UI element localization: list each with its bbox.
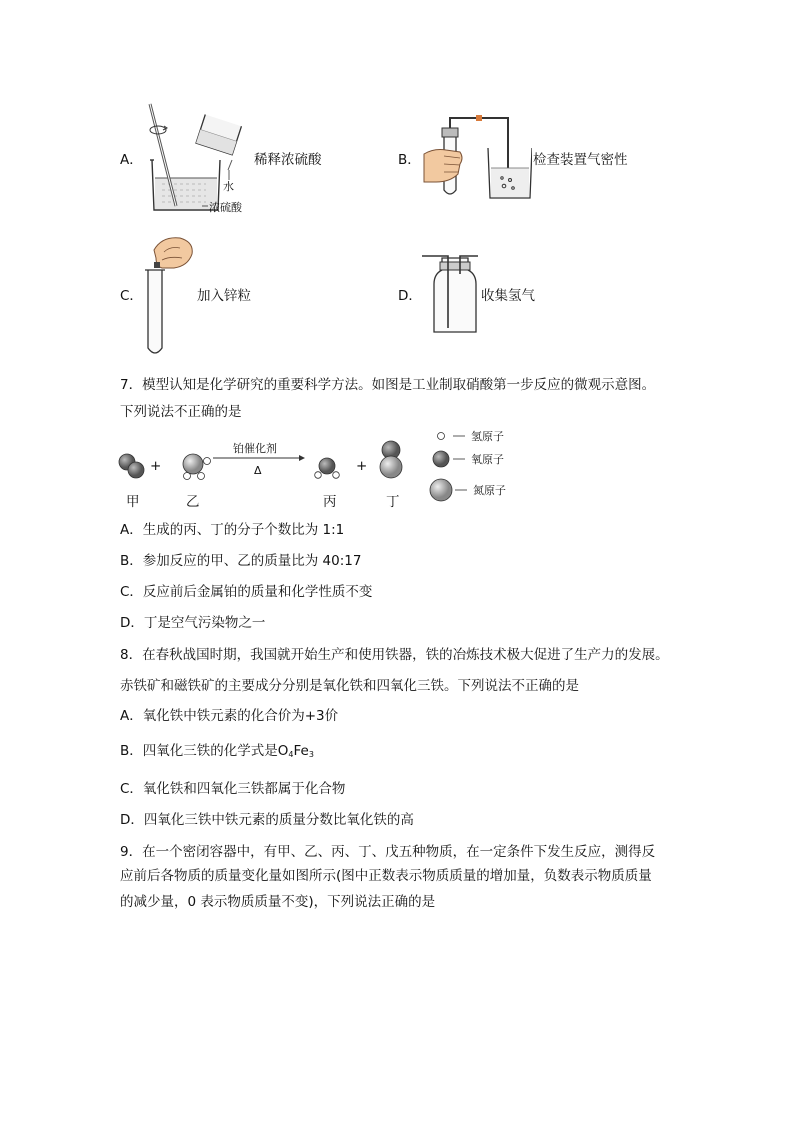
add-zinc-illustration xyxy=(140,232,198,358)
molecule-jia xyxy=(119,454,144,478)
catalyst-label: 铂催化剂 xyxy=(233,442,277,455)
legend-h-atom xyxy=(438,433,445,440)
option-c-caption: 加入锌粒 xyxy=(197,288,251,304)
q7-stem-line1: 7．模型认知是化学研究的重要科学方法。如图是工业制取硝酸第一步反应的微观示意图。 xyxy=(120,377,656,393)
legend-o-atom xyxy=(433,451,449,467)
label-conc-acid: 浓硫酸 xyxy=(209,201,242,214)
option-c-letter: C． xyxy=(120,288,143,304)
label-jia: 甲 xyxy=(126,494,140,510)
q8-option-c: C．氧化铁和四氧化三铁都属于化合物 xyxy=(120,781,346,797)
plus-2: + xyxy=(356,458,368,474)
option-a-caption: 稀释浓硫酸 xyxy=(254,152,322,168)
q7-stem-line2: 下列说法不正确的是 xyxy=(120,404,242,420)
option-b-caption: 检查装置气密性 xyxy=(533,152,628,168)
q7-option-c: C．反应前后金属铂的质量和化学性质不变 xyxy=(120,584,373,600)
collect-hydrogen-illustration xyxy=(420,248,482,338)
q7-option-d: D．丁是空气污染物之一 xyxy=(120,615,266,631)
molecule-bing xyxy=(315,458,340,478)
reaction-micro-diagram xyxy=(115,428,525,512)
q8-option-a: A．氧化铁中铁元素的化合价为+3价 xyxy=(120,708,339,724)
plus-1: + xyxy=(150,458,162,474)
airtight-check-illustration xyxy=(420,112,532,204)
option-d-caption: 收集氢气 xyxy=(481,288,535,304)
option-a-letter: A． xyxy=(120,152,143,168)
legend-h-label: 氢原子 xyxy=(471,430,504,443)
q8-stem-line2: 赤铁矿和磁铁矿的主要成分分别是氧化铁和四氧化三铁。下列说法不正确的是 xyxy=(120,678,579,694)
label-water: 水 xyxy=(223,180,234,193)
molecule-ding xyxy=(380,441,402,478)
label-yi: 乙 xyxy=(186,494,200,510)
q7-option-b: B．参加反应的甲、乙的质量比为 40:17 xyxy=(120,553,362,569)
q9-line1: 9．在一个密闭容器中，有甲、乙、丙、丁、戊五种物质，在一定条件下发生反应，测得反 xyxy=(120,844,656,860)
label-bing: 丙 xyxy=(323,494,337,510)
option-b-letter: B． xyxy=(398,152,421,168)
label-ding: 丁 xyxy=(386,494,400,510)
q8-option-b: B．四氧化三铁的化学式是$O_4Fe_3$ xyxy=(120,743,314,759)
molecule-yi xyxy=(183,454,211,480)
q9-line3: 的减少量，0 表示物质质量不变)，下列说法正确的是 xyxy=(120,894,436,910)
option-d-letter: D． xyxy=(398,288,422,304)
q9-line2: 应前后各物质的质量变化量如图所示(图中正数表示物质质量的增加量，负数表示物质质量 xyxy=(120,868,652,884)
legend-n-label: 氮原子 xyxy=(473,484,506,497)
q7-option-a: A．生成的丙、丁的分子个数比为 1:1 xyxy=(120,522,345,538)
legend-n-atom xyxy=(430,479,452,501)
q8-stem-line1: 8．在春秋战国时期，我国就开始生产和使用铁器，铁的冶炼技术极大促进了生产力的发展。 xyxy=(120,647,669,663)
q8-option-d: D．四氧化三铁中铁元素的质量分数比氧化铁的高 xyxy=(120,812,414,828)
legend-o-label: 氧原子 xyxy=(471,453,504,466)
dilute-acid-illustration xyxy=(142,102,254,214)
heat-label: Δ xyxy=(254,464,262,477)
